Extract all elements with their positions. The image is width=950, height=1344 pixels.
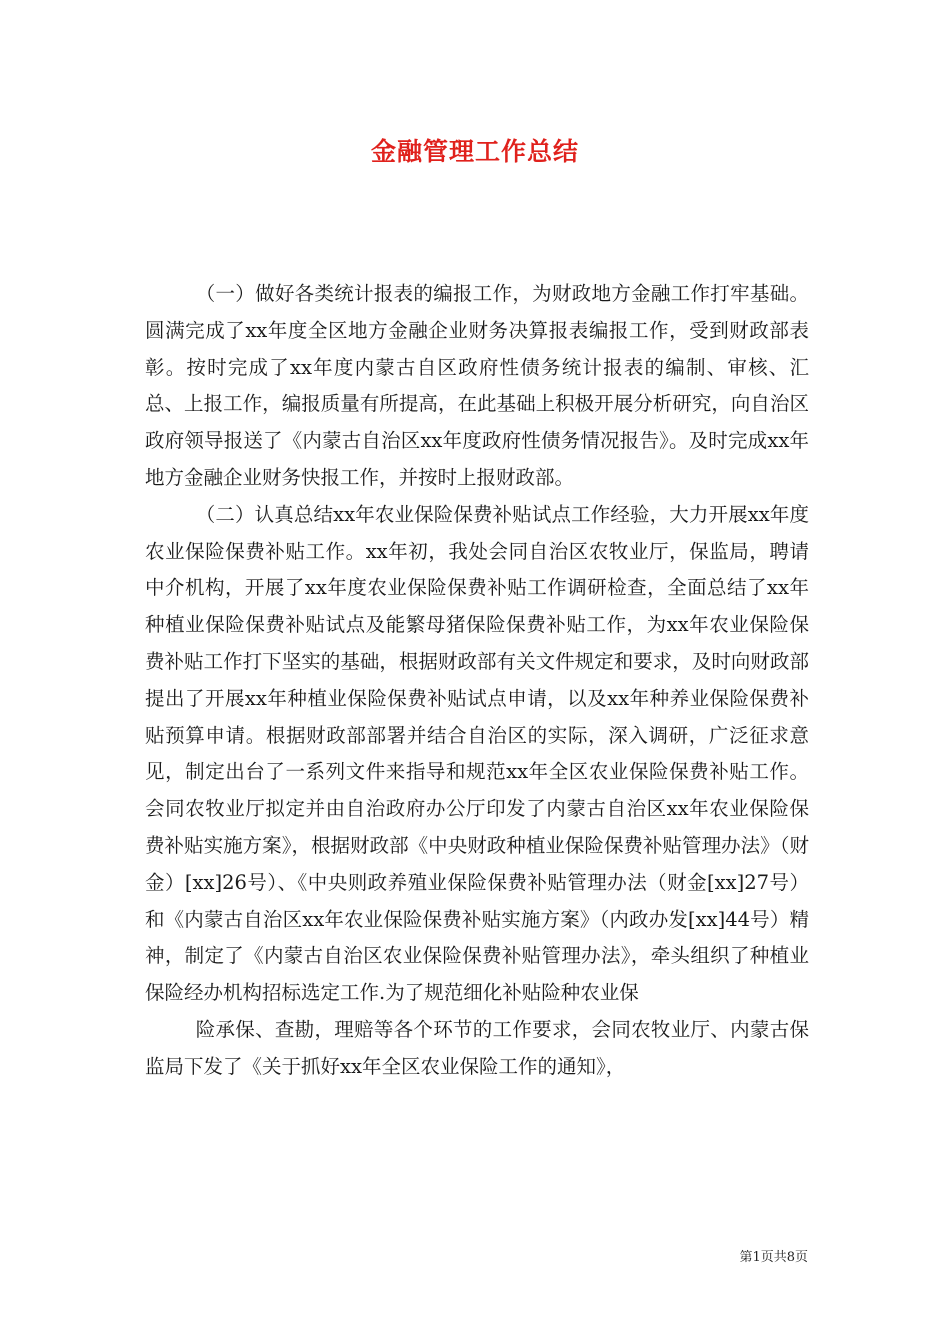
paragraph-2: （二）认真总结xx年农业保险保费补贴试点工作经验，大力开展xx年度农业保险保费补贴工作。xx年初，我处会同自治区农牧业厅，保监局，聘请中介机构，开展了xx年度农业保险保费补贴工作调研检查，全面总结了xx年种植业保险保费补贴试点及能繁母猪保险保费补贴工作，为xx年农业保险保费补贴工作打下坚实的基础，根据财政部有关文件规定和要求，及时向财政部提出了开展xx年种植业保险保费补贴试点申请，以及xx年种养业保险保费补贴预算申请。根据财政部部署并结合自治区的实际，深入调研，广泛征求意见，制定出台了一系列文件来指导和规范xx年全区农业保险保费补贴工作。会同农牧业厅拟定并由自治政府办公厅印发了内蒙古自治区xx年农业保险保费补贴实施方案》，根据财政部《中央财政种植业保险保费补贴管理办法》（财金）[xx]26号）、《中央则政养殖业保险保费补贴管理办法（财金[xx]27号）和《内蒙古自治区xx年农业保险保费补贴实施方案》（内政办发[xx]44号）精神，制定了《内蒙古自治区农业保险保费补贴管理办法》，牵头组织了种植业保险经办机构招标选定工作.为了规范细化补贴险种农业保 — [145, 502, 809, 1005]
document-body — [145, 276, 809, 1086]
document-title: 金融管理工作总结 — [370, 137, 579, 166]
page-number-footer: 第1页共8页 — [739, 1250, 808, 1265]
paragraph-1: （一）做好各类统计报表的编报工作，为财政地方金融工作打牢基础。圆满完成了xx年度全区地方金融企业财务决算报表编报工作，受到财政部表彰。按时完成了xx年度内蒙古自区政府性债务统计报表的编制、审核、汇总、上报工作，编报质量有所提高，在此基础上积极开展分析研究，向自治区政府领导报送了《内蒙古自治区xx年度政府性债务情况报告》。及时完成xx年地方金融企业财务快报工作，并按时上报财政部。 — [145, 282, 809, 489]
paragraph-3: 险承保、查勘，理赔等各个环节的工作要求，会同农牧业厅、内蒙古保监局下发了《关于抓好xx年全区农业保险工作的通知》， — [145, 1017, 809, 1078]
